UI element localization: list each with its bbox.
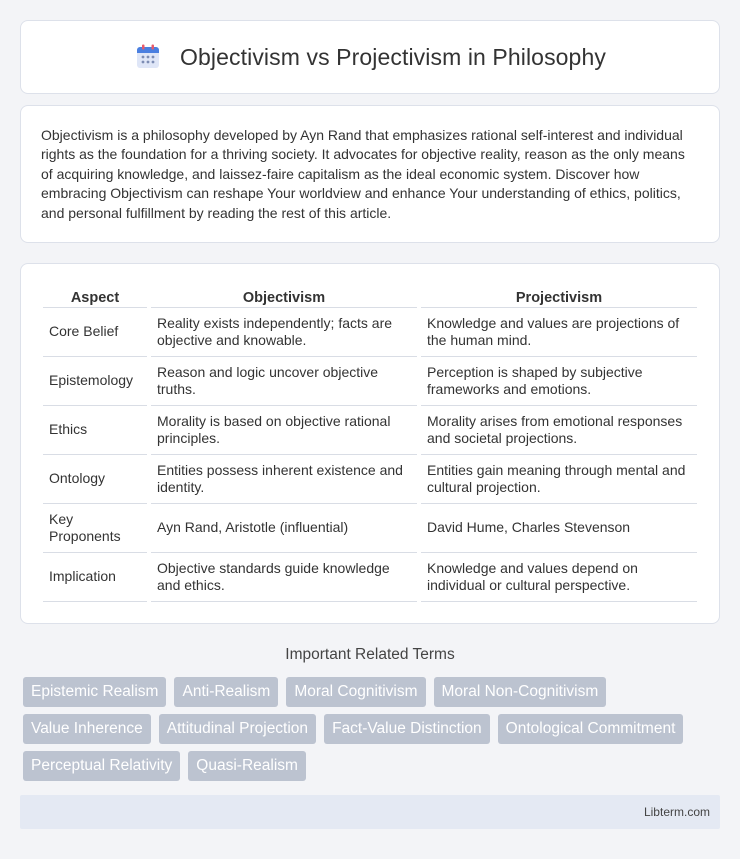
projectivism-cell: Knowledge and values depend on individual or cultural perspective. [421,553,697,602]
related-term-tag[interactable]: Anti-Realism [174,677,278,707]
table-row [43,406,697,455]
table-row [43,357,697,406]
footer [20,795,720,829]
header-aspect: Aspect [43,282,147,308]
related-term-tag[interactable]: Epistemic Realism [23,677,166,707]
intro-text: Objectivism is a philosophy developed by Ayn Rand that emphasizes rational self-interest and individual rights as the foundation for a thriving society. It advocates for objective reality, reason as the only means of acquiring knowledge, and laissez-faire capitalism as the ideal economic system. Discover how embracing Objectivism can reshape Your worldview and enhance Your understanding of ethics, politics, and personal fulfillment by reading the rest of this article. [41,127,685,221]
related-term-tag[interactable]: Moral Cognitivism [286,677,425,707]
intro-card [20,105,720,243]
related-term-tag[interactable]: Value Inherence [23,714,151,744]
aspect-cell: Ontology [43,455,147,504]
table-header-row [43,282,697,308]
table-row [43,504,697,553]
objectivism-cell: Entities possess inherent existence and identity. [151,455,417,504]
comparison-table [39,282,701,602]
related-term-tag[interactable]: Perceptual Relativity [23,751,180,781]
table-row [43,308,697,357]
aspect-cell: Ethics [43,406,147,455]
header-objectivism: Objectivism [151,282,417,308]
projectivism-cell: Knowledge and values are projections of the human mind. [421,308,697,357]
title-wrap [134,43,606,71]
table-row [43,455,697,504]
related-term-tag[interactable]: Moral Non-Cognitivism [434,677,607,707]
related-term-tag[interactable]: Quasi-Realism [188,751,306,781]
footer-site-link[interactable]: Libterm.com [643,805,710,819]
aspect-cell: Epistemology [43,357,147,406]
objectivism-cell: Reason and logic uncover objective truths. [151,357,417,406]
related-term-tag[interactable]: Fact-Value Distinction [324,714,490,744]
related-term-tag[interactable]: Attitudinal Projection [159,714,316,744]
projectivism-cell: Perception is shaped by subjective frameworks and emotions. [421,357,697,406]
related-term-tag[interactable]: Ontological Commitment [498,714,684,744]
aspect-cell: Implication [43,553,147,602]
related-terms-list [23,677,723,781]
projectivism-cell: Morality arises from emotional responses and societal projections. [421,406,697,455]
objectivism-cell: Ayn Rand, Aristotle (influential) [151,504,417,553]
table-row [43,553,697,602]
header-card [20,20,720,94]
objectivism-cell: Morality is based on objective rational principles. [151,406,417,455]
objectivism-cell: Objective standards guide knowledge and ethics. [151,553,417,602]
page-title: Objectivism vs Projectivism in Philosophy [180,43,606,70]
aspect-cell: Core Belief [43,308,147,357]
calendar-icon [134,43,162,71]
projectivism-cell: David Hume, Charles Stevenson [421,504,697,553]
related-terms-title: Important Related Terms [285,646,455,663]
objectivism-cell: Reality exists independently; facts are objective and knowable. [151,308,417,357]
aspect-cell: Key Proponents [43,504,147,553]
header-projectivism: Projectivism [421,282,697,308]
comparison-table-card [20,263,720,624]
projectivism-cell: Entities gain meaning through mental and cultural projection. [421,455,697,504]
